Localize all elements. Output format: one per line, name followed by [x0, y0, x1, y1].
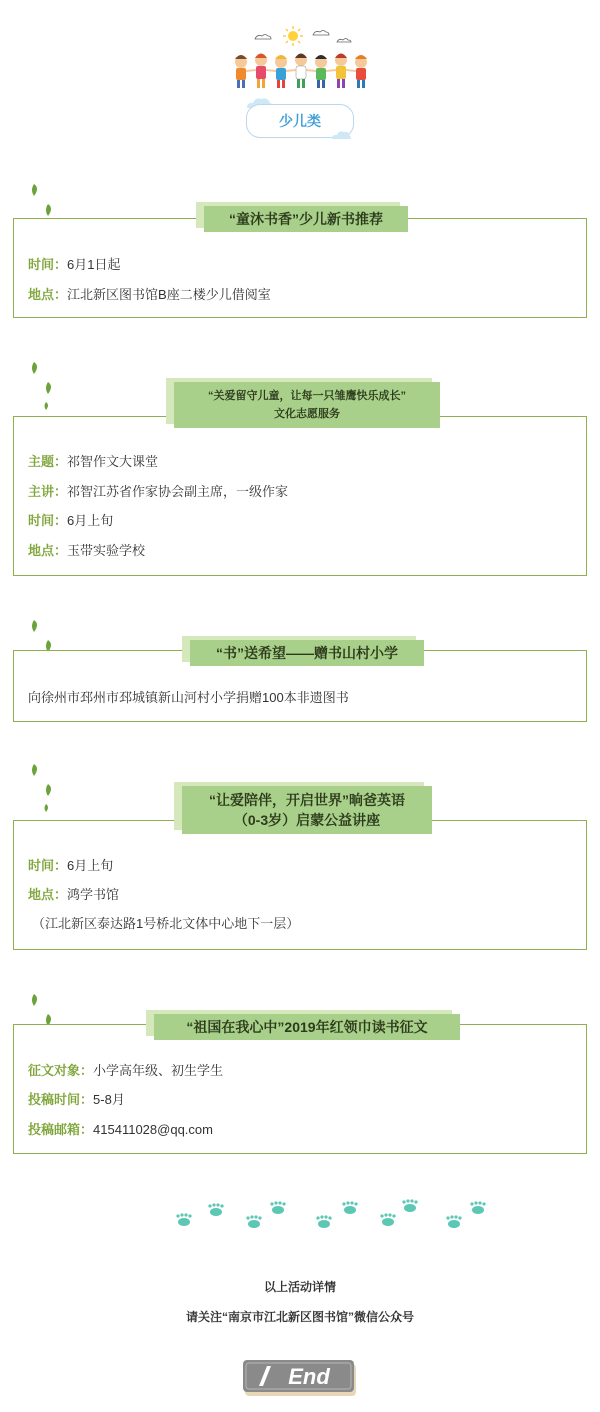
- children-illustration: [225, 22, 375, 92]
- section-title-banner: [182, 636, 424, 666]
- section-title: “书”送希望——赠书山村小学: [216, 645, 398, 661]
- info-row: 时间：6月上旬: [28, 858, 114, 873]
- section-box: [13, 820, 587, 950]
- info-row: 投稿邮箱：415411028@qq.com: [28, 1122, 213, 1137]
- address-note: （江北新区泰达路1号桥北文体中心地下一层）: [32, 916, 300, 931]
- section-box: [13, 416, 587, 576]
- info-row: 地点：江北新区图书馆B座二楼少儿借阅室: [28, 287, 271, 302]
- section-title: “童沐书香”少儿新书推荐: [229, 211, 383, 227]
- section-text: 向徐州市邳州市邳城镇新山河村小学捐赠100本非遗图书: [28, 690, 349, 705]
- info-row: 征文对象：小学高年级、初生学生: [28, 1063, 224, 1078]
- cloud-icon: [330, 128, 352, 140]
- section-box: [13, 218, 587, 318]
- footer-line-2: 请关注“南京市江北新区图书馆”微信公众号: [185, 1310, 414, 1324]
- info-row: 时间：6月1日起: [28, 257, 121, 272]
- section-title-banner: [174, 782, 432, 834]
- footprints-decoration: [170, 1196, 500, 1236]
- leaf-icon: [26, 760, 66, 820]
- info-row: 主题：祁智作文大课堂: [28, 454, 159, 469]
- section-title-line1: “让爱陪伴，开启世界”晌爸英语: [209, 792, 405, 808]
- section-title-banner: [196, 202, 408, 232]
- info-row: 地点：鸿学书馆: [28, 887, 120, 902]
- section-title: “祖国在我心中”2019年红领巾读书征文: [186, 1019, 428, 1035]
- kids-row: [235, 54, 367, 89]
- section-title-banner: [166, 378, 440, 428]
- end-badge: [243, 1360, 358, 1398]
- section-title-banner: [146, 1010, 460, 1040]
- section-box: [13, 1024, 587, 1154]
- section-title-line2: 文化志愿服务: [274, 408, 340, 420]
- section-title-line2: （0-3岁）启蒙公益讲座: [233, 812, 381, 828]
- sun-icon: [283, 26, 303, 46]
- info-row: 主讲：祁智江苏省作家协会副主席，一级作家: [28, 484, 289, 499]
- info-row: 投稿时间：5-8月: [28, 1092, 125, 1107]
- info-row: 地点：玉带实验学校: [28, 543, 146, 558]
- info-row: 时间：6月上旬: [28, 513, 114, 528]
- category-label: 少儿类: [246, 104, 354, 138]
- footer-line-1: 以上活动详情: [263, 1280, 336, 1294]
- leaf-icon: [26, 358, 66, 418]
- section-title-line1: “关爱留守儿童，让每一只雏鹰快乐成长”: [208, 390, 406, 402]
- end-text: End: [288, 1364, 330, 1389]
